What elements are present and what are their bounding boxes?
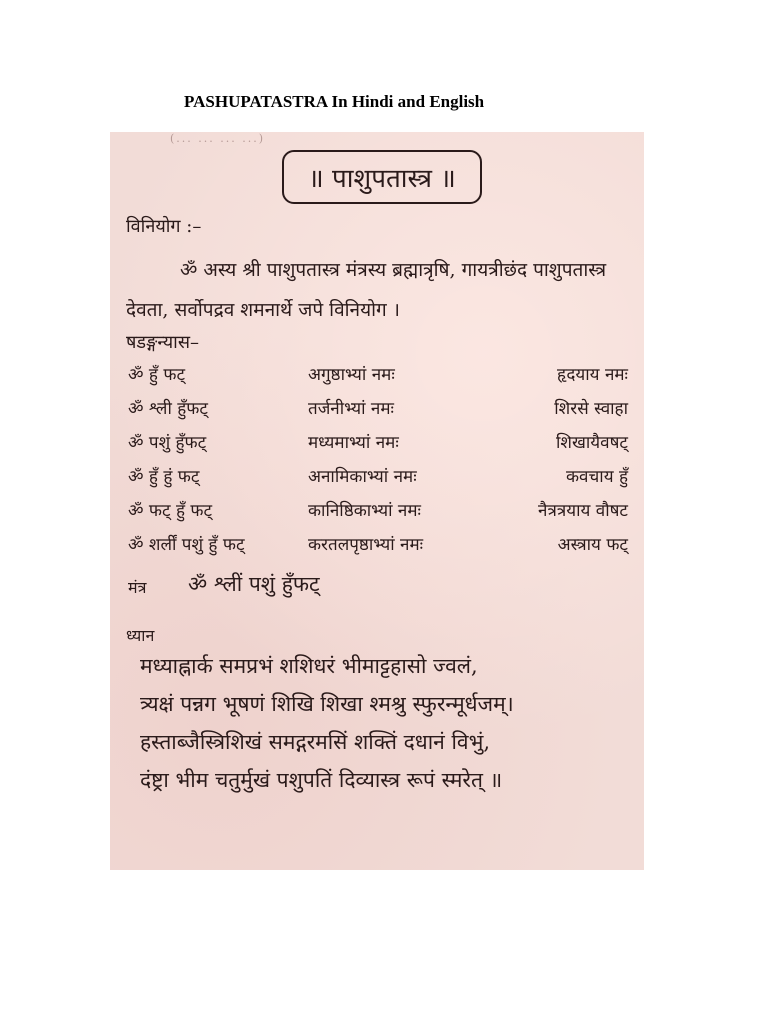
- scanned-page: [110, 132, 644, 870]
- document-title: PASHUPATASTRA In Hindi and English: [184, 92, 485, 111]
- verse-line: दंष्ट्रा भीम चतुर्मुखं पशुपतिं दिव्यास्त्र रूपं स्मरेत् ॥: [140, 768, 503, 792]
- verse-line: मध्याह्नार्क समप्रभं शशिधरं भीमाट्टहासो ज्वलं,: [140, 654, 478, 678]
- nyas-anga: तर्जनीभ्यां नमः: [308, 399, 394, 419]
- nyas-hridaya: अस्त्राय फट्: [557, 535, 628, 555]
- viniyog-paragraph: ॐ अस्य श्री पाशुपतास्त्र मंत्रस्य ब्रह्मात्रृषि, गायत्रीछंद पाशुपतास्त्र देवता, सर्वोपद्रव शमनार्थे जपे विनियोग ।: [126, 259, 607, 321]
- nyas-mantra: ॐ हुँ फट्: [128, 365, 186, 385]
- nyas-hridaya: कवचाय हुँ: [566, 467, 628, 487]
- nyas-hridaya: शिखायैवषट्: [556, 433, 628, 453]
- nyas-hridaya: नैत्रत्रयाय वौषट: [538, 501, 628, 521]
- dhyan-label: ध्यान: [126, 626, 155, 645]
- nyas-row: [128, 430, 628, 464]
- verse-line: त्र्यक्षं पन्नग भूषणं शिखि शिखा श्मश्रु स्फुरन्मूर्धजम्।: [140, 692, 514, 716]
- nyas-mantra: ॐ श्ली हुँफट्: [128, 399, 208, 419]
- mantra-label: मंत्र: [128, 578, 147, 597]
- viniyog-label: विनियोग :–: [126, 216, 202, 237]
- nyas-row: [128, 532, 628, 566]
- nyas-mantra: ॐ शर्लीं पशुं हुँ फट्: [128, 535, 245, 555]
- nyas-mantra: ॐ पशुं हुँफट्: [128, 433, 207, 453]
- nyas-anga: कानिष्ठिकाभ्यां नमः: [308, 501, 421, 521]
- nyas-row: [128, 362, 628, 396]
- nyas-table: [128, 362, 628, 566]
- mantra-text: ॐ श्लीं पशुं हुँफट्: [188, 572, 320, 596]
- faint-header-text: (... ... ... ...): [170, 132, 266, 145]
- nyas-anga: अनामिकाभ्यां नमः: [308, 467, 417, 487]
- verse-line: हस्ताब्जैस्त्रिशिखं समद्गरमसिं शक्तिं दधानं विभुं,: [140, 730, 491, 754]
- nyas-hridaya: हृदयाय नमः: [557, 365, 628, 385]
- nyas-mantra: ॐ हुँ हुं फट्: [128, 467, 200, 487]
- page-heading: ॥ पाशुपतास्त्र ॥: [282, 150, 482, 204]
- nyas-row: [128, 396, 628, 430]
- nyas-anga: अगुष्ठाभ्यां नमः: [308, 365, 395, 385]
- dhyan-verse: [140, 652, 640, 804]
- nyas-row: [128, 498, 628, 532]
- nyas-row: [128, 464, 628, 498]
- nyas-label: षडङ्गन्यास–: [126, 332, 200, 353]
- nyas-anga: करतलपृष्ठाभ्यां नमः: [308, 535, 424, 555]
- nyas-mantra: ॐ फट् हुँ फट्: [128, 501, 213, 521]
- nyas-hridaya: शिरसे स्वाहा: [554, 399, 628, 419]
- nyas-anga: मध्यमाभ्यां नमः: [308, 433, 399, 453]
